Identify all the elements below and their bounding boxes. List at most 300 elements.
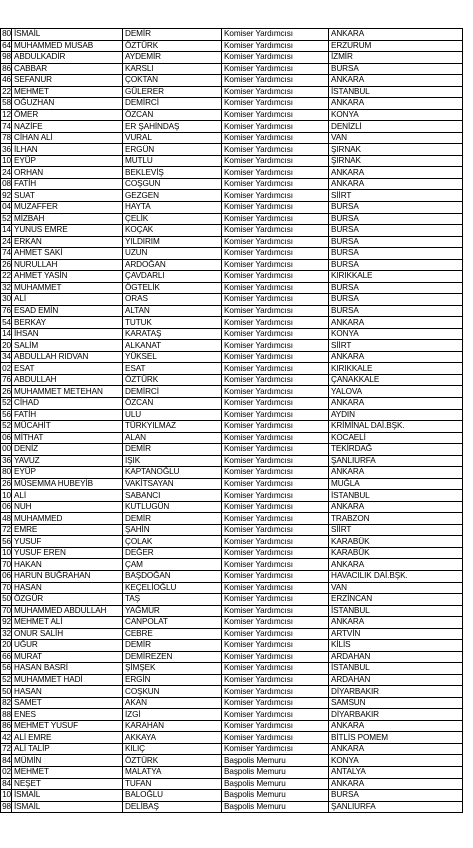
rank-cell: Komiser Yardımcısı bbox=[222, 225, 329, 237]
rank-cell: Komiser Yardımcısı bbox=[222, 52, 329, 64]
unit-cell: İSTANBUL bbox=[329, 605, 463, 617]
row-number-cell: 64 bbox=[2, 40, 11, 50]
table-row bbox=[1, 767, 463, 779]
surname-cell: ŞAHİN bbox=[123, 524, 222, 536]
table-row bbox=[1, 178, 463, 190]
surname-cell: TUTUK bbox=[123, 317, 222, 329]
unit-cell: AYDIN bbox=[329, 409, 463, 421]
table-row bbox=[1, 294, 463, 306]
rank-cell: Komiser Yardımcısı bbox=[222, 178, 329, 190]
surname-cell: ULU bbox=[123, 409, 222, 421]
rank-cell: Komiser Yardımcısı bbox=[222, 282, 329, 294]
first-name-cell: AHMET YASİN bbox=[12, 271, 123, 283]
unit-cell: DENİZLİ bbox=[329, 121, 463, 133]
row-number-cell: 92 bbox=[2, 190, 11, 200]
rank-cell: Komiser Yardımcısı bbox=[222, 167, 329, 179]
rank-cell: Komiser Yardımcısı bbox=[222, 605, 329, 617]
surname-cell: YÜKSEL bbox=[123, 351, 222, 363]
rank-cell: Komiser Yardımcısı bbox=[222, 248, 329, 260]
rank-cell: Komiser Yardımcısı bbox=[222, 132, 329, 144]
rank-cell: Komiser Yardımcısı bbox=[222, 686, 329, 698]
unit-cell: BURSA bbox=[329, 282, 463, 294]
row-number-cell: 54 bbox=[2, 317, 11, 327]
surname-cell: UZUN bbox=[123, 248, 222, 260]
first-name-cell: MUZAFFER bbox=[12, 201, 123, 213]
table-row bbox=[1, 271, 463, 283]
surname-cell: GÜLERER bbox=[123, 86, 222, 98]
unit-cell: KIRIKKALE bbox=[329, 271, 463, 283]
surname-cell: KARAHAN bbox=[123, 720, 222, 732]
table-row bbox=[1, 190, 463, 202]
unit-cell: BURSA bbox=[329, 294, 463, 306]
unit-cell: KIRIKKALE bbox=[329, 363, 463, 375]
table-row bbox=[1, 444, 463, 456]
rank-cell: Başpolis Memuru bbox=[222, 790, 329, 802]
surname-cell: AYDEMİR bbox=[123, 52, 222, 64]
unit-cell: TRABZON bbox=[329, 513, 463, 525]
table-row bbox=[1, 86, 463, 98]
first-name-cell: ABDULLAH bbox=[12, 374, 123, 386]
unit-cell: ANKARA bbox=[329, 167, 463, 179]
row-number-cell: 88 bbox=[2, 709, 11, 719]
surname-cell: ÖZCAN bbox=[123, 398, 222, 410]
first-name-cell: MİZBAH bbox=[12, 213, 123, 225]
surname-cell: MUTLU bbox=[123, 155, 222, 167]
surname-cell: AKKAYA bbox=[123, 732, 222, 744]
rank-cell: Komiser Yardımcısı bbox=[222, 617, 329, 629]
unit-cell: BURSA bbox=[329, 305, 463, 317]
table-row bbox=[1, 40, 463, 52]
unit-cell: ANKARA bbox=[329, 398, 463, 410]
rank-cell: Komiser Yardımcısı bbox=[222, 271, 329, 283]
row-number-cell: 20 bbox=[2, 640, 11, 650]
rank-cell: Komiser Yardımcısı bbox=[222, 328, 329, 340]
table-row bbox=[1, 374, 463, 386]
table-row bbox=[1, 778, 463, 790]
unit-cell: ANKARA bbox=[329, 501, 463, 513]
first-name-cell: MEHMET ALİ bbox=[12, 617, 123, 629]
first-name-cell: YUSUF EREN bbox=[12, 547, 123, 559]
first-name-cell: SAMET bbox=[12, 697, 123, 709]
row-number-cell: 58 bbox=[2, 98, 11, 108]
table-row bbox=[1, 640, 463, 652]
first-name-cell: DENİZ bbox=[12, 444, 123, 456]
rank-cell: Komiser Yardımcısı bbox=[222, 709, 329, 721]
surname-cell: ERGİN bbox=[123, 674, 222, 686]
unit-cell: ANKARA bbox=[329, 29, 463, 41]
surname-cell: KILIÇ bbox=[123, 743, 222, 755]
table-row bbox=[1, 755, 463, 767]
rank-cell: Başpolis Memuru bbox=[222, 778, 329, 790]
unit-cell: ANKARA bbox=[329, 617, 463, 629]
row-number-cell: 36 bbox=[2, 455, 11, 465]
surname-cell: ERGÜN bbox=[123, 144, 222, 156]
unit-cell: KOCAELİ bbox=[329, 432, 463, 444]
row-number-cell: 98 bbox=[2, 52, 11, 62]
row-number-cell: 50 bbox=[2, 686, 11, 696]
rank-cell: Komiser Yardımcısı bbox=[222, 63, 329, 75]
table-row bbox=[1, 651, 463, 663]
unit-cell: ANKARA bbox=[329, 743, 463, 755]
row-number-cell: 98 bbox=[2, 801, 11, 811]
rank-cell: Komiser Yardımcısı bbox=[222, 236, 329, 248]
surname-cell: CANPOLAT bbox=[123, 617, 222, 629]
first-name-cell: HAKAN bbox=[12, 559, 123, 571]
rank-cell: Komiser Yardımcısı bbox=[222, 259, 329, 271]
row-number-cell: 52 bbox=[2, 213, 11, 223]
unit-cell: ANKARA bbox=[329, 720, 463, 732]
first-name-cell: HASAN bbox=[12, 686, 123, 698]
row-number-cell: 06 bbox=[2, 432, 11, 442]
unit-cell: İSTANBUL bbox=[329, 86, 463, 98]
first-name-cell: OĞUZHAN bbox=[12, 98, 123, 110]
first-name-cell: SEFANUR bbox=[12, 75, 123, 87]
row-number-cell: 86 bbox=[2, 721, 11, 731]
first-name-cell: MUHAMMET METEHAN bbox=[12, 386, 123, 398]
rank-cell: Komiser Yardımcısı bbox=[222, 582, 329, 594]
row-number-cell: 84 bbox=[2, 755, 11, 765]
row-number-cell: 06 bbox=[2, 502, 11, 512]
first-name-cell: AHMET SAKİ bbox=[12, 248, 123, 260]
first-name-cell: İHSAN bbox=[12, 328, 123, 340]
row-number-cell: 36 bbox=[2, 144, 11, 154]
row-number-cell: 02 bbox=[2, 767, 11, 777]
surname-cell: İZGİ bbox=[123, 709, 222, 721]
table-row bbox=[1, 409, 463, 421]
first-name-cell: İSMAİL bbox=[12, 29, 123, 41]
table-row bbox=[1, 109, 463, 121]
row-number-cell: 30 bbox=[2, 294, 11, 304]
surname-cell: AKAN bbox=[123, 697, 222, 709]
unit-cell: VAN bbox=[329, 132, 463, 144]
surname-cell: ÖGTELİK bbox=[123, 282, 222, 294]
surname-cell: ORAS bbox=[123, 294, 222, 306]
unit-cell: BİTLİS POMEM bbox=[329, 732, 463, 744]
row-number-cell: 76 bbox=[2, 375, 11, 385]
unit-cell: KİLİS bbox=[329, 640, 463, 652]
rank-cell: Komiser Yardımcısı bbox=[222, 524, 329, 536]
surname-cell: YILDIRIM bbox=[123, 236, 222, 248]
surname-cell: DEĞER bbox=[123, 547, 222, 559]
table-row bbox=[1, 398, 463, 410]
rank-cell: Komiser Yardımcısı bbox=[222, 640, 329, 652]
unit-cell: KARABÜK bbox=[329, 536, 463, 548]
row-number-cell: 10 bbox=[2, 490, 11, 500]
rank-cell: Komiser Yardımcısı bbox=[222, 663, 329, 675]
table-row bbox=[1, 547, 463, 559]
table-row bbox=[1, 351, 463, 363]
surname-cell: ÖZCAN bbox=[123, 109, 222, 121]
row-number-cell: 80 bbox=[2, 467, 11, 477]
surname-cell: VAKİTSAYAN bbox=[123, 478, 222, 490]
rank-cell: Başpolis Memuru bbox=[222, 755, 329, 767]
row-number-cell: 10 bbox=[2, 790, 11, 800]
surname-cell: DEMİR bbox=[123, 444, 222, 456]
first-name-cell: CİHAD bbox=[12, 398, 123, 410]
table-row bbox=[1, 248, 463, 260]
unit-cell: ANKARA bbox=[329, 778, 463, 790]
row-number-cell: 22 bbox=[2, 86, 11, 96]
rank-cell: Komiser Yardımcısı bbox=[222, 351, 329, 363]
first-name-cell: MEHMET bbox=[12, 767, 123, 779]
unit-cell: ANKARA bbox=[329, 178, 463, 190]
first-name-cell: MUHAMMED ABDULLAH bbox=[12, 605, 123, 617]
surname-cell: KARSLI bbox=[123, 63, 222, 75]
row-number-cell: 24 bbox=[2, 167, 11, 177]
table-row bbox=[1, 363, 463, 375]
unit-cell: BURSA bbox=[329, 63, 463, 75]
first-name-cell: NEŞET bbox=[12, 778, 123, 790]
table-row bbox=[1, 732, 463, 744]
first-name-cell: MUHAMMED MUSAB bbox=[12, 40, 123, 52]
unit-cell: SİİRT bbox=[329, 524, 463, 536]
first-name-cell: MEHMET YUSUF bbox=[12, 720, 123, 732]
rank-cell: Komiser Yardımcısı bbox=[222, 340, 329, 352]
first-name-cell: MÜSEMMA HUBEYİB bbox=[12, 478, 123, 490]
table-row bbox=[1, 582, 463, 594]
table-row bbox=[1, 559, 463, 571]
first-name-cell: ALİ TALİP bbox=[12, 743, 123, 755]
table-row bbox=[1, 282, 463, 294]
surname-cell: DEMİRCİ bbox=[123, 386, 222, 398]
row-number-cell: 56 bbox=[2, 409, 11, 419]
row-number-cell: 86 bbox=[2, 63, 11, 73]
unit-cell: KONYA bbox=[329, 755, 463, 767]
surname-cell: KOÇAK bbox=[123, 225, 222, 237]
unit-cell: KONYA bbox=[329, 328, 463, 340]
table-row bbox=[1, 801, 463, 813]
row-number-cell: 80 bbox=[2, 29, 11, 39]
unit-cell: BURSA bbox=[329, 790, 463, 802]
first-name-cell: ONUR SALİH bbox=[12, 628, 123, 640]
unit-cell: KONYA bbox=[329, 109, 463, 121]
first-name-cell: FATİH bbox=[12, 178, 123, 190]
table-row bbox=[1, 201, 463, 213]
personnel-table bbox=[0, 28, 463, 813]
surname-cell: MALATYA bbox=[123, 767, 222, 779]
surname-cell: DEMİR bbox=[123, 513, 222, 525]
first-name-cell: MUHAMMET bbox=[12, 282, 123, 294]
table-row bbox=[1, 132, 463, 144]
row-number-cell: 12 bbox=[2, 109, 11, 119]
unit-cell: BURSA bbox=[329, 248, 463, 260]
surname-cell: TÜRKYILMAZ bbox=[123, 421, 222, 433]
rank-cell: Komiser Yardımcısı bbox=[222, 98, 329, 110]
table-row bbox=[1, 213, 463, 225]
table-row bbox=[1, 513, 463, 525]
first-name-cell: EYÜP bbox=[12, 155, 123, 167]
surname-cell: ER ŞAHİNDAŞ bbox=[123, 121, 222, 133]
first-name-cell: ALİ EMRE bbox=[12, 732, 123, 744]
table-row bbox=[1, 317, 463, 329]
first-name-cell: ABDULKADİR bbox=[12, 52, 123, 64]
row-number-cell: 14 bbox=[2, 329, 11, 339]
table-row bbox=[1, 386, 463, 398]
table-row bbox=[1, 524, 463, 536]
table-row bbox=[1, 467, 463, 479]
table-row bbox=[1, 628, 463, 640]
row-number-cell: 74 bbox=[2, 248, 11, 258]
table-row bbox=[1, 155, 463, 167]
first-name-cell: UĞUR bbox=[12, 640, 123, 652]
table-row bbox=[1, 340, 463, 352]
table-row bbox=[1, 144, 463, 156]
surname-cell: ÖZTÜRK bbox=[123, 755, 222, 767]
row-number-cell: 34 bbox=[2, 352, 11, 362]
rank-cell: Komiser Yardımcısı bbox=[222, 86, 329, 98]
first-name-cell: ENES bbox=[12, 709, 123, 721]
first-name-cell: NAZİFE bbox=[12, 121, 123, 133]
unit-cell: ANKARA bbox=[329, 317, 463, 329]
first-name-cell: ALİ bbox=[12, 490, 123, 502]
rank-cell: Komiser Yardımcısı bbox=[222, 720, 329, 732]
first-name-cell: ÖMER bbox=[12, 109, 123, 121]
table-row bbox=[1, 605, 463, 617]
surname-cell: DELİBAŞ bbox=[123, 801, 222, 813]
rank-cell: Komiser Yardımcısı bbox=[222, 455, 329, 467]
table-row bbox=[1, 432, 463, 444]
row-number-cell: 32 bbox=[2, 628, 11, 638]
row-number-cell: 56 bbox=[2, 536, 11, 546]
row-number-cell: 92 bbox=[2, 617, 11, 627]
rank-cell: Komiser Yardımcısı bbox=[222, 513, 329, 525]
table-row bbox=[1, 236, 463, 248]
unit-cell: ANKARA bbox=[329, 467, 463, 479]
surname-cell: DEMİREZEN bbox=[123, 651, 222, 663]
row-number-cell: 26 bbox=[2, 478, 11, 488]
rank-cell: Komiser Yardımcısı bbox=[222, 732, 329, 744]
unit-cell: KRİMİNAL DAİ.BŞK. bbox=[329, 421, 463, 433]
rank-cell: Komiser Yardımcısı bbox=[222, 743, 329, 755]
rank-cell: Komiser Yardımcısı bbox=[222, 651, 329, 663]
rank-cell: Komiser Yardımcısı bbox=[222, 398, 329, 410]
first-name-cell: İLHAN bbox=[12, 144, 123, 156]
unit-cell: BURSA bbox=[329, 259, 463, 271]
rank-cell: Komiser Yardımcısı bbox=[222, 305, 329, 317]
table-row bbox=[1, 536, 463, 548]
table-row bbox=[1, 98, 463, 110]
surname-cell: ÇOLAK bbox=[123, 536, 222, 548]
table-row bbox=[1, 52, 463, 64]
rank-cell: Komiser Yardımcısı bbox=[222, 363, 329, 375]
unit-cell: KARABÜK bbox=[329, 547, 463, 559]
row-number-cell: 52 bbox=[2, 675, 11, 685]
first-name-cell: HASAN bbox=[12, 582, 123, 594]
rank-cell: Komiser Yardımcısı bbox=[222, 374, 329, 386]
surname-cell: ÇELİK bbox=[123, 213, 222, 225]
rank-cell: Komiser Yardımcısı bbox=[222, 478, 329, 490]
row-number-cell: 26 bbox=[2, 386, 11, 396]
surname-cell: ALTAN bbox=[123, 305, 222, 317]
table-row bbox=[1, 790, 463, 802]
unit-cell: ŞANLIURFA bbox=[329, 801, 463, 813]
row-number-cell: 26 bbox=[2, 259, 11, 269]
unit-cell: MUĞLA bbox=[329, 478, 463, 490]
rank-cell: Komiser Yardımcısı bbox=[222, 144, 329, 156]
unit-cell: ARDAHAN bbox=[329, 674, 463, 686]
table-row bbox=[1, 305, 463, 317]
unit-cell: YALOVA bbox=[329, 386, 463, 398]
table-row bbox=[1, 167, 463, 179]
rank-cell: Komiser Yardımcısı bbox=[222, 467, 329, 479]
first-name-cell: MÜMİN bbox=[12, 755, 123, 767]
rank-cell: Komiser Yardımcısı bbox=[222, 628, 329, 640]
unit-cell: DİYARBAKIR bbox=[329, 709, 463, 721]
table-row bbox=[1, 75, 463, 87]
table-row bbox=[1, 663, 463, 675]
row-number-cell: 56 bbox=[2, 663, 11, 673]
surname-cell: KEÇELİOĞLU bbox=[123, 582, 222, 594]
table-row bbox=[1, 490, 463, 502]
table-row bbox=[1, 617, 463, 629]
row-number-cell: 42 bbox=[2, 732, 11, 742]
rank-cell: Komiser Yardımcısı bbox=[222, 40, 329, 52]
first-name-cell: MUHAMMET HADİ bbox=[12, 674, 123, 686]
rank-cell: Komiser Yardımcısı bbox=[222, 501, 329, 513]
rank-cell: Komiser Yardımcısı bbox=[222, 409, 329, 421]
table-row bbox=[1, 29, 463, 41]
first-name-cell: ABDULLAH RIDVAN bbox=[12, 351, 123, 363]
table-row bbox=[1, 328, 463, 340]
row-number-cell: 24 bbox=[2, 236, 11, 246]
rank-cell: Komiser Yardımcısı bbox=[222, 559, 329, 571]
rank-cell: Komiser Yardımcısı bbox=[222, 674, 329, 686]
surname-cell: HAYTA bbox=[123, 201, 222, 213]
personnel-table-body bbox=[1, 29, 463, 813]
unit-cell: BURSA bbox=[329, 201, 463, 213]
first-name-cell: MÜCAHİT bbox=[12, 421, 123, 433]
surname-cell: VURAL bbox=[123, 132, 222, 144]
first-name-cell: ESAD EMİN bbox=[12, 305, 123, 317]
unit-cell: ANKARA bbox=[329, 351, 463, 363]
table-row bbox=[1, 709, 463, 721]
surname-cell: KUTLUGÜN bbox=[123, 501, 222, 513]
unit-cell: ŞIRNAK bbox=[329, 144, 463, 156]
table-row bbox=[1, 743, 463, 755]
row-number-cell: 00 bbox=[2, 444, 11, 454]
unit-cell: ŞANLIURFA bbox=[329, 455, 463, 467]
rank-cell: Komiser Yardımcısı bbox=[222, 444, 329, 456]
unit-cell: ARDAHAN bbox=[329, 651, 463, 663]
first-name-cell: BERKAY bbox=[12, 317, 123, 329]
row-number-cell: 14 bbox=[2, 225, 11, 235]
first-name-cell: YUNUS EMRE bbox=[12, 225, 123, 237]
surname-cell: ALAN bbox=[123, 432, 222, 444]
first-name-cell: FATİH bbox=[12, 409, 123, 421]
first-name-cell: ALİ bbox=[12, 294, 123, 306]
surname-cell: IŞIK bbox=[123, 455, 222, 467]
rank-cell: Komiser Yardımcısı bbox=[222, 190, 329, 202]
row-number-cell: 66 bbox=[2, 651, 11, 661]
first-name-cell: MURAT bbox=[12, 651, 123, 663]
table-row bbox=[1, 720, 463, 732]
rank-cell: Komiser Yardımcısı bbox=[222, 121, 329, 133]
first-name-cell: ERKAN bbox=[12, 236, 123, 248]
unit-cell: ANKARA bbox=[329, 98, 463, 110]
surname-cell: ŞİMŞEK bbox=[123, 663, 222, 675]
rank-cell: Komiser Yardımcısı bbox=[222, 213, 329, 225]
row-number-cell: 10 bbox=[2, 156, 11, 166]
unit-cell: BURSA bbox=[329, 236, 463, 248]
table-row bbox=[1, 63, 463, 75]
surname-cell: SABANCI bbox=[123, 490, 222, 502]
row-number-cell: 32 bbox=[2, 282, 11, 292]
row-number-cell: 78 bbox=[2, 133, 11, 143]
row-number-cell: 22 bbox=[2, 271, 11, 281]
surname-cell: ÇOKTAN bbox=[123, 75, 222, 87]
rank-cell: Komiser Yardımcısı bbox=[222, 294, 329, 306]
row-number-cell: 74 bbox=[2, 121, 11, 131]
